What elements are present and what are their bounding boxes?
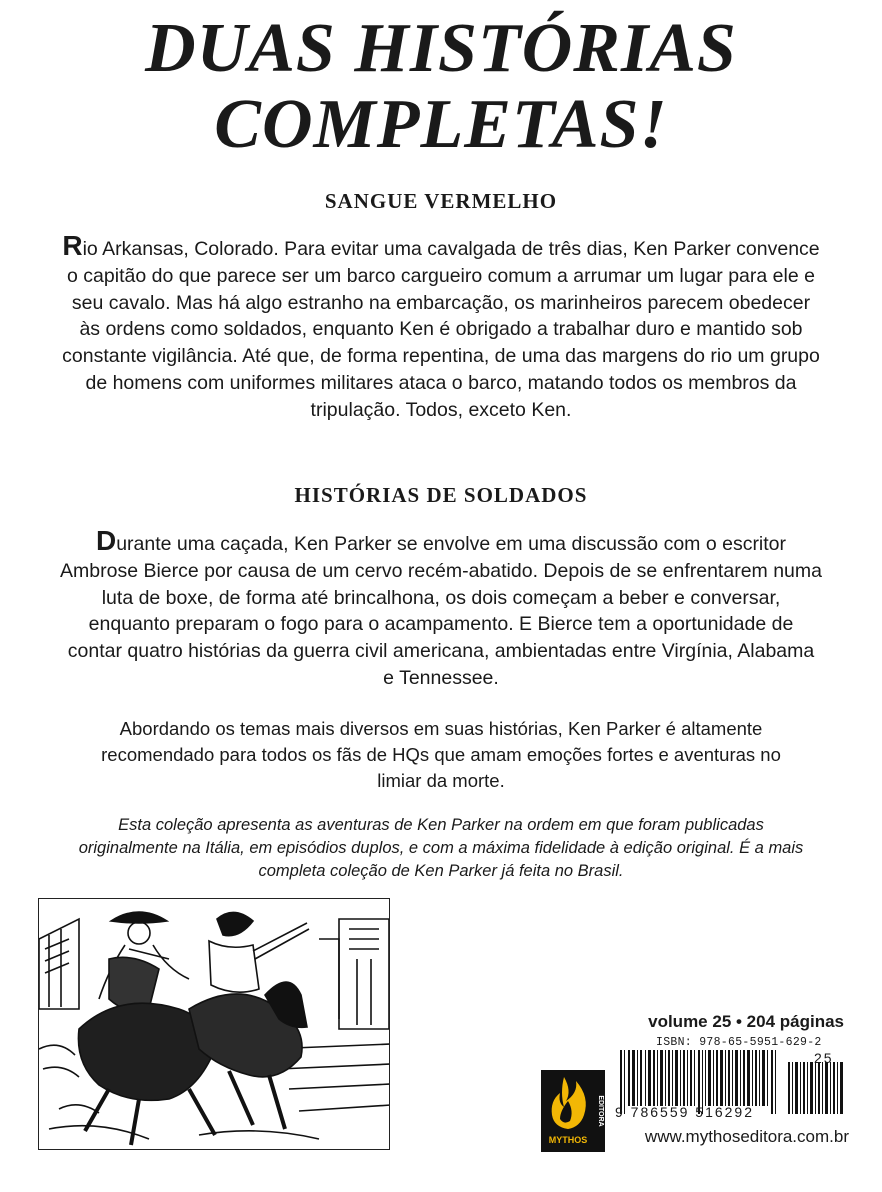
story-1-text: io Arkansas, Colorado. Para evitar uma cavalgada de três dias, Ken Parker convence o capitão do que parece ser um barco cargueiro comum a arrumar um lugar para ele e seu cavalo. Mas há algo estranho na embarcação, os marinheiros parecem obedecer às ordens como soldados, enquanto Ken é obrigado a trabalhar duro e mantido sob constante vigilância. Até que, de forma repentina, de uma das margens do rio um grupo de homens com uniformes militares ataca o barco, matando todos os membros da tripulação. Todos, exceto Ken. bbox=[62, 238, 820, 421]
headline-line-2: COMPLETAS! bbox=[214, 86, 668, 163]
story-2-title: HISTÓRIAS DE SOLDADOS bbox=[294, 483, 588, 507]
isbn-label: ISBN: 978-65-5951-629-2 bbox=[656, 1036, 822, 1049]
publisher-website: www.mythoseditora.com.br bbox=[644, 1127, 849, 1146]
riders-on-horseback-drawing bbox=[39, 899, 390, 1150]
comic-illustration bbox=[38, 898, 390, 1150]
story-2-synopsis bbox=[60, 527, 822, 692]
publisher-logo bbox=[541, 1070, 605, 1152]
volume-info: volume 25 • 204 páginas bbox=[648, 1012, 844, 1031]
story-2-text: urante uma caçada, Ken Parker se envolve em uma discussão com o escritor Ambrose Bierce por causa de um cervo recém-abatido. Depois de se enfrentarem numa luta de boxe, de forma até brincalhona, os dois começam a beber e conversar, enquanto preparam o fogo para o acampamento. E Bierce tem a oportunidade de contar quatro histórias da guerra civil americana, ambientadas entre Virgínia, Alabama e Tennessee. bbox=[60, 533, 822, 689]
flame-logo-icon bbox=[542, 1071, 604, 1151]
collection-note: Esta coleção apresenta as aventuras de Ken Parker na ordem em que foram publicadas originalmente na Itália, em episódios duplos, e com a máxima fidelidade à edição original. É a mais completa coleção de Ken Parker já feita no Brasil. bbox=[78, 816, 804, 880]
promo-paragraph: Abordando os temas mais diversos em suas histórias, Ken Parker é altamente recomendado para todos os fãs de HQs que amam emoções fortes e aventuras no limiar da morte. bbox=[101, 718, 781, 791]
barcode-digits: 9 786559 516292 bbox=[615, 1104, 754, 1120]
story-1-title: SANGUE VERMELHO bbox=[324, 189, 558, 213]
story-1-synopsis bbox=[60, 232, 822, 424]
barcode-addon-digits: 25 bbox=[814, 1050, 834, 1066]
headline-line-1: DUAS HISTÓRIAS bbox=[145, 10, 737, 87]
publisher-side-label: EDITORA bbox=[597, 1095, 604, 1127]
publisher-name: MYTHOS bbox=[548, 1135, 588, 1145]
story-1-dropcap: R bbox=[62, 230, 83, 261]
story-2-dropcap: D bbox=[95, 525, 117, 556]
